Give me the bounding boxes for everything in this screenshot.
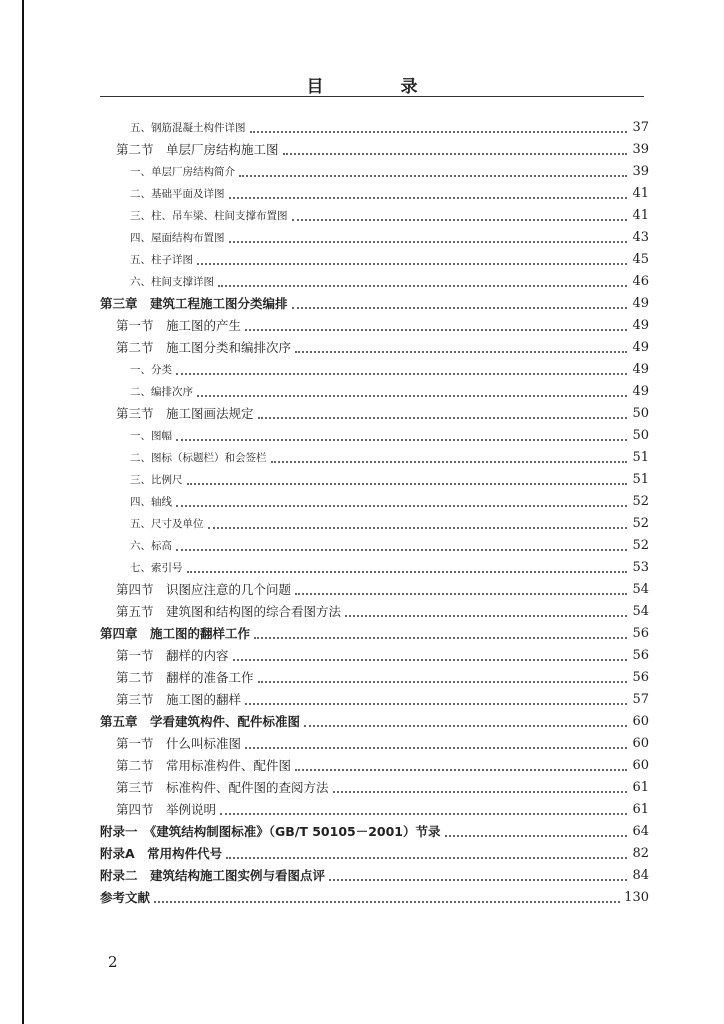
- toc-entry-label: 一、图幅: [130, 430, 172, 442]
- dot-leader: [239, 165, 627, 177]
- toc-entry-label: 三、比例尺: [130, 474, 183, 486]
- dot-leader: [345, 605, 627, 617]
- toc-entry-label: 附录A 常用构件代号: [100, 846, 223, 861]
- toc-entry-label: 参考文献: [100, 890, 151, 905]
- toc-entry-page: 45: [632, 252, 649, 267]
- toc-entry-page: 54: [632, 604, 649, 619]
- toc-entry-item: [100, 117, 649, 139]
- toc-entry-label: 第二节 翻样的准备工作: [116, 670, 254, 685]
- toc-entry-section: [100, 667, 649, 689]
- toc-entry-label: 四、轴线: [130, 496, 172, 508]
- toc-entry-label: 第五章 学看建筑构件、配件标准图: [100, 714, 301, 729]
- toc-entry-page: 51: [632, 450, 649, 465]
- dot-leader: [208, 517, 628, 529]
- toc-entry-label: 四、屋面结构布置图: [130, 232, 225, 244]
- dot-leader: [176, 429, 627, 441]
- toc-entry-section: [100, 689, 649, 711]
- toc-entry-page: 64: [632, 824, 649, 839]
- dot-leader: [218, 275, 627, 287]
- toc-entry-section: [100, 315, 649, 337]
- toc-entry-page: 49: [632, 384, 649, 399]
- toc-entry-label: 第三章 建筑工程施工图分类编排: [100, 296, 288, 311]
- dot-leader: [226, 847, 627, 859]
- toc-entry-page: 41: [632, 186, 649, 201]
- dot-leader: [187, 561, 628, 573]
- toc-entry-page: 51: [632, 472, 649, 487]
- toc-entry-item: [100, 381, 649, 403]
- dot-leader: [333, 781, 627, 793]
- dot-leader: [295, 341, 627, 353]
- toc-entry-label: 五、柱子详图: [130, 254, 193, 266]
- toc-entry-label: 二、图标（标题栏）和会签栏: [130, 452, 267, 464]
- toc-entry-item: [100, 513, 649, 535]
- toc-entry-item: [100, 183, 649, 205]
- toc-entry-page: 49: [632, 340, 649, 355]
- toc-entry-section: [100, 755, 649, 777]
- toc-entry-page: 130: [624, 890, 649, 905]
- toc-entry-item: [100, 161, 649, 183]
- toc-entry-page: 61: [632, 780, 649, 795]
- toc-entry-section: [100, 579, 649, 601]
- dot-leader: [154, 891, 620, 903]
- toc-entry-chapter: [100, 821, 649, 843]
- dot-leader: [445, 825, 627, 837]
- toc-entry-item: [100, 359, 649, 381]
- toc-entry-label: 第一节 什么叫标准图: [116, 736, 242, 751]
- toc-entry-page: 52: [632, 538, 649, 553]
- toc-entry-page: 41: [632, 208, 649, 223]
- toc-entry-page: 49: [632, 362, 649, 377]
- dot-leader: [295, 583, 627, 595]
- toc-entry-page: 60: [632, 758, 649, 773]
- toc-entry-section: [100, 777, 649, 799]
- dot-leader: [176, 363, 627, 375]
- toc-entry-label: 第三节 标准构件、配件图的查阅方法: [116, 780, 329, 795]
- toc-entry-page: 61: [632, 802, 649, 817]
- toc-entry-item: [100, 491, 649, 513]
- dot-leader: [245, 319, 627, 331]
- dot-leader: [229, 231, 628, 243]
- toc-entry-page: 50: [632, 428, 649, 443]
- dot-leader: [271, 451, 628, 463]
- toc-entry-label: 五、尺寸及单位: [130, 518, 204, 530]
- dot-leader: [292, 297, 627, 309]
- dot-leader: [254, 627, 627, 639]
- toc-entry-label: 七、索引号: [130, 562, 183, 574]
- page-title: 目 录: [306, 77, 448, 97]
- dot-leader: [220, 803, 627, 815]
- toc-entry-label: 第二节 施工图分类和编排次序: [116, 340, 292, 355]
- toc-entry-label: 第二节 常用标准构件、配件图: [116, 758, 292, 773]
- dot-leader: [258, 407, 627, 419]
- table-of-contents: [100, 117, 649, 909]
- toc-entry-section: [100, 337, 649, 359]
- dot-leader: [245, 737, 627, 749]
- dot-leader: [197, 385, 627, 397]
- toc-entry-item: [100, 425, 649, 447]
- toc-entry-label: 第三节 施工图的翻样: [116, 692, 242, 707]
- dot-leader: [197, 253, 627, 265]
- toc-entry-page: 60: [632, 736, 649, 751]
- toc-entry-section: [100, 403, 649, 425]
- toc-entry-page: 52: [632, 516, 649, 531]
- toc-entry-label: 第三节 施工图画法规定: [116, 406, 254, 421]
- toc-entry-label: 六、标高: [130, 540, 172, 552]
- toc-entry-page: 54: [632, 582, 649, 597]
- page-number: 2: [108, 953, 118, 971]
- toc-entry-page: 49: [632, 318, 649, 333]
- dot-leader: [295, 759, 627, 771]
- toc-entry-label: 第四节 识图应注意的几个问题: [116, 582, 292, 597]
- toc-entry-label: 附录二 建筑结构施工图实例与看图点评: [100, 868, 326, 883]
- dot-leader: [176, 495, 627, 507]
- toc-entry-item: [100, 557, 649, 579]
- dot-leader: [258, 671, 627, 683]
- toc-entry-page: 56: [632, 648, 649, 663]
- toc-entry-item: [100, 469, 649, 491]
- toc-entry-page: 50: [632, 406, 649, 421]
- binding-edge-line: [22, 0, 24, 1024]
- toc-entry-page: 53: [632, 560, 649, 575]
- toc-entry-label: 五、钢筋混凝土构件详图: [130, 122, 246, 134]
- dot-leader: [283, 143, 627, 155]
- toc-entry-chapter: [100, 887, 649, 909]
- toc-entry-page: 60: [632, 714, 649, 729]
- dot-leader: [292, 209, 628, 221]
- toc-entry-label: 第四章 施工图的翻样工作: [100, 626, 251, 641]
- dot-leader: [229, 187, 628, 199]
- toc-entry-chapter: [100, 843, 649, 865]
- toc-entry-chapter: [100, 711, 649, 733]
- toc-entry-section: [100, 601, 649, 623]
- toc-entry-label: 三、柱、吊车梁、柱间支撑布置图: [130, 210, 288, 222]
- toc-entry-item: [100, 227, 649, 249]
- toc-entry-label: 第一节 翻样的内容: [116, 648, 229, 663]
- toc-entry-page: 39: [632, 142, 649, 157]
- toc-entry-item: [100, 205, 649, 227]
- toc-entry-section: [100, 733, 649, 755]
- toc-entry-label: 一、分类: [130, 364, 172, 376]
- title-divider: [100, 96, 644, 97]
- toc-entry-page: 82: [632, 846, 649, 861]
- dot-leader: [187, 473, 628, 485]
- dot-leader: [233, 649, 627, 661]
- dot-leader: [245, 693, 627, 705]
- toc-entry-label: 第五节 建筑图和结构图的综合看图方法: [116, 604, 342, 619]
- toc-entry-page: 84: [632, 868, 649, 883]
- dot-leader: [329, 869, 627, 881]
- toc-entry-page: 56: [632, 626, 649, 641]
- toc-entry-item: [100, 447, 649, 469]
- toc-entry-label: 六、柱间支撑详图: [130, 276, 214, 288]
- toc-entry-section: [100, 645, 649, 667]
- toc-entry-chapter: [100, 623, 649, 645]
- toc-entry-label: 二、基础平面及详图: [130, 188, 225, 200]
- dot-leader: [176, 539, 627, 551]
- toc-entry-label: 第一节 施工图的产生: [116, 318, 242, 333]
- toc-entry-chapter: [100, 865, 649, 887]
- dot-leader: [250, 121, 628, 133]
- toc-entry-page: 37: [632, 120, 649, 135]
- dot-leader: [304, 715, 627, 727]
- toc-entry-section: [100, 139, 649, 161]
- toc-entry-label: 一、单层厂房结构简介: [130, 166, 235, 178]
- toc-entry-item: [100, 535, 649, 557]
- toc-entry-page: 56: [632, 670, 649, 685]
- toc-entry-page: 39: [632, 164, 649, 179]
- toc-entry-label: 二、编排次序: [130, 386, 193, 398]
- toc-entry-chapter: [100, 293, 649, 315]
- toc-entry-item: [100, 249, 649, 271]
- toc-entry-label: 第二节 单层厂房结构施工图: [116, 142, 279, 157]
- toc-entry-section: [100, 799, 649, 821]
- toc-entry-page: 57: [632, 692, 649, 707]
- toc-entry-label: 第四节 举例说明: [116, 802, 217, 817]
- toc-entry-page: 46: [632, 274, 649, 289]
- toc-entry-page: 43: [632, 230, 649, 245]
- toc-entry-item: [100, 271, 649, 293]
- toc-entry-page: 52: [632, 494, 649, 509]
- toc-entry-label: 附录一 《建筑结构制图标准》（GB/T 50105－2001）节录: [100, 824, 441, 839]
- toc-entry-page: 49: [632, 296, 649, 311]
